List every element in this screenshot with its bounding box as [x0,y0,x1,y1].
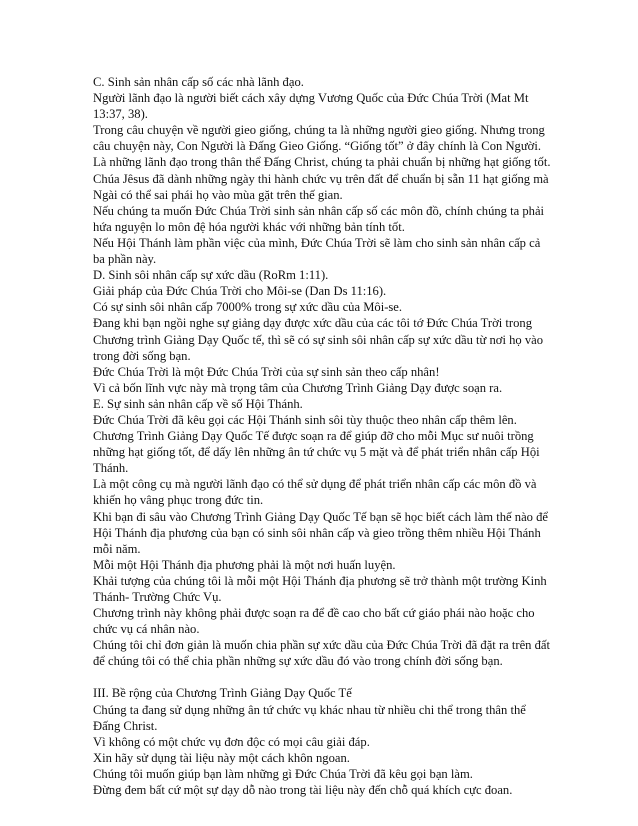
section-block-2 [93,685,555,798]
paragraph: Trong câu chuyện về người gieo giống, chúng ta là những người gieo giống. Nhưng trong câu chuyện này, Con Người là Đấng Gieo Giống. “Giống tốt” ở đây chính là Con Người. [93,123,545,154]
paragraph: Đừng đem bất cứ một sự dạy dỗ nào trong tài liệu này đến chỗ quá khích cực đoan. [93,783,513,798]
paragraph: Chúng tôi muốn giúp bạn làm những gì Đức Chúa Trời đã kêu gọi bạn làm. [93,766,473,781]
paragraph: Chúng ta đang sử dụng những ân tứ chức vụ khác nhau từ nhiều chi thể trong thân thể Đấng Christ. [93,702,526,733]
paragraph: Mỗi một Hội Thánh địa phương phải là một nơi huấn luyện. [93,557,396,572]
paragraph: Vì không có một chức vụ đơn độc có mọi câu giải đáp. [93,734,370,749]
paragraph: Đức Chúa Trời đã kêu gọi các Hội Thánh sinh sôi tùy thuộc theo nhân cấp thêm lên. [93,412,517,427]
paragraph: Chúa Jêsus đã dành những ngày thi hành chức vụ trên đất để chuẩn bị sẵn 11 hạt giống mà Ngài có thể sai phái họ vào mùa gặt trên thế gian. [93,171,549,202]
paragraph: Giải pháp của Đức Chúa Trời cho Môi-se (Dan Ds 11:16). [93,284,387,299]
paragraph: Chúng tôi chỉ đơn giản là muốn chia phần sự xức dầu của Đức Chúa Trời đã đặt ra trên đất để chúng tôi có thể chia phần những sự xức dầu đó vào trong chính đời sống bạn. [93,638,550,669]
heading-e: E. Sự sinh sản nhân cấp về số Hội Thánh. [93,396,303,411]
paragraph: Đức Chúa Trời là một Đức Chúa Trời của sự sinh sản theo cấp nhân! [93,364,440,379]
paragraph: Là một công cụ mà người lãnh đạo có thể sử dụng để phát triển nhân cấp các môn đồ và khiến họ vâng phục trong đức tin. [93,477,537,508]
paragraph-gap [93,669,555,685]
paragraph: Khi bạn đi sâu vào Chương Trình Giảng Dạy Quốc Tế bạn sẽ học biết cách làm thế nào để Hội Thánh địa phương của bạn có sinh sôi nhân cấp và gieo trồng thêm nhiều Hội Thánh mỗi năm. [93,509,548,556]
document-page [93,74,555,798]
paragraph: Là những lãnh đạo trong thân thể Đấng Christ, chúng ta phải chuẩn bị những hạt giống tốt. [93,155,551,170]
paragraph: Xin hãy sử dụng tài liệu này một cách khôn ngoan. [93,750,350,765]
paragraph: Có sự sinh sôi nhân cấp 7000% trong sự xức dầu của Môi-se. [93,300,403,315]
heading-c: C. Sinh sản nhân cấp số các nhà lãnh đạo. [93,75,304,89]
paragraph: Chương Trình Giảng Dạy Quốc Tế được soạn ra để giúp đỡ cho mỗi Mục sư nuôi trồng những hạt giống tốt, để dấy lên những ân tứ chức vụ 5 mặt và để phát triển nhân cấp Hội Thánh. [93,429,540,476]
section-block-1 [93,74,555,669]
paragraph: Nếu chúng ta muốn Đức Chúa Trời sinh sản nhân cấp số các môn đồ, chính chúng ta phải hứa nguyện lo môn đệ hóa người khác với những bản tính tốt. [93,203,545,234]
paragraph: Người lãnh đạo là người biết cách xây dựng Vương Quốc của Đức Chúa Trời (Mat Mt 13:37, 38). [93,91,529,122]
heading-d: D. Sinh sôi nhân cấp sự xức dầu (RoRm 1:11). [93,268,329,283]
paragraph: Nếu Hội Thánh làm phần việc của mình, Đức Chúa Trời sẽ làm cho sinh sản nhân cấp cả ba phần này. [93,235,541,267]
paragraph: Chương trình này không phải được soạn ra để đề cao cho bất cứ giáo phái nào hoặc cho chức vụ cá nhân nào. [93,606,535,637]
paragraph: Đang khi bạn ngồi nghe sự giảng dạy được xức dầu của các tôi tớ Đức Chúa Trời trong Chương trình Giảng Dạy Quốc tế, thì sẽ có sự sinh sôi nhân cấp sự xức dầu từ nơi họ vào trong đời sống bạn. [93,316,544,363]
paragraph: Khải tượng của chúng tôi là mỗi một Hội Thánh địa phương sẽ trở thành một trường Kinh Thánh- Trường Chức Vụ. [93,573,547,604]
paragraph: Vì cả bốn lĩnh vực này mà trọng tâm của Chương Trình Giảng Dạy được soạn ra. [93,380,503,395]
heading-iii: III. Bề rộng của Chương Trình Giảng Dạy Quốc Tế [93,686,352,701]
